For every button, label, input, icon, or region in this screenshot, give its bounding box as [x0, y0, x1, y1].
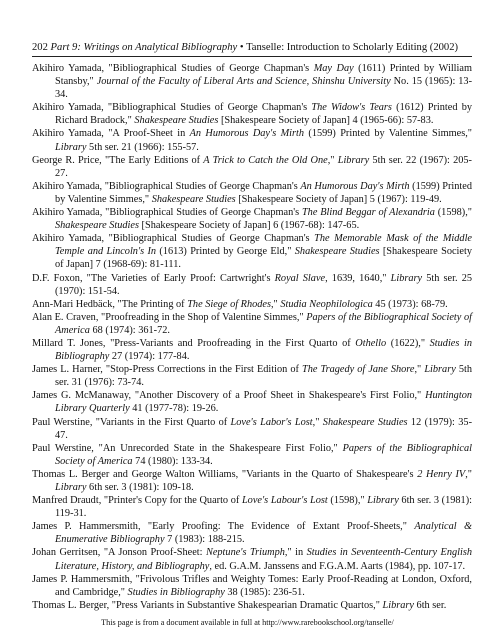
entry-title-italic: Othello	[355, 337, 387, 349]
entry-text: Ann-Mari Hedbäck, "The Printing of	[32, 298, 188, 310]
bibliography-entry	[32, 494, 472, 520]
entry-title-italic: The Tragedy of Jane Shore	[301, 364, 415, 376]
entry-text: 12 (1979): 35-47.	[55, 416, 472, 441]
entry-text: (1598),"	[327, 495, 368, 507]
entry-title-italic: Shakespeare Studies	[294, 246, 380, 258]
entry-title-italic: Studia Neophilologica	[280, 298, 373, 310]
entry-title-italic: Huntington Library Quarterly	[55, 390, 472, 415]
entry-text: Akihiro Yamada, "Bibliographical Studies of George Chapman's	[32, 207, 302, 219]
bibliography-entry	[32, 127, 472, 153]
entry-text: ,"	[312, 416, 323, 428]
bibliography-entry	[32, 337, 472, 363]
entry-title-italic: Love's Labour's Lost	[241, 495, 328, 507]
bibliography-entry	[32, 101, 472, 127]
entry-text: 74 (1980): 133-34.	[132, 455, 213, 467]
entry-text: (1622),"	[386, 337, 430, 349]
entry-text: ,"	[270, 298, 281, 310]
part-title: Part 9: Writings on Analytical Bibliography	[50, 42, 238, 53]
entry-title-italic: An Humorous Day's Mirth	[300, 180, 410, 192]
entry-title-italic: Analytical & Enumerative Bibliography	[55, 521, 472, 546]
entry-title-italic: Shakespeare Studies	[55, 220, 139, 232]
entry-title-italic: Library	[337, 154, 370, 166]
entry-title-italic: Library	[55, 141, 87, 153]
entry-text: ,"	[465, 468, 472, 480]
entry-text: James L. Harner, "Stop-Press Corrections in the First Edition of	[32, 364, 302, 376]
entry-title-italic: Shakespeare Studies	[134, 115, 219, 127]
entry-title-italic: The Widow's Tears	[311, 102, 392, 114]
entry-text: 41 (1977-78): 19-26.	[129, 403, 219, 415]
bibliography-entry	[32, 416, 472, 442]
entry-title-italic: The Siege of Rhodes	[187, 298, 271, 310]
entry-title-italic: An Humorous Day's Mirth	[189, 128, 305, 140]
entry-text: (1613) Printed by George Eld,"	[156, 246, 295, 258]
entry-text: 5th ser. 25 (1970): 151-54.	[55, 272, 472, 297]
entry-text: James G. McManaway, "Another Discovery of a Proof Sheet in Shakespeare's First Folio,"	[32, 390, 426, 402]
entry-text: [Shakespeare Society of Japan] 4 (1965-66): 57-83.	[218, 115, 434, 127]
entry-title-italic: Journal of the Faculty of Liberal Arts and Science, Shinshu University	[96, 76, 391, 88]
entry-text: Akihiro Yamada, "Bibliographical Studies of George Chapman's	[32, 233, 315, 245]
bibliography-entry	[32, 546, 472, 572]
entry-text: 6th ser.	[413, 599, 447, 611]
entry-text: ,"	[414, 364, 425, 376]
entry-text: (1599) Printed by Valentine Simmes,"	[55, 180, 472, 205]
entry-text: (1598),"	[434, 207, 472, 219]
entry-text: ," in	[284, 547, 307, 559]
entry-title-italic: Library	[424, 364, 456, 376]
entry-text: Paul Werstine, "Variants in the First Quarto of	[32, 416, 231, 428]
bibliography-entry	[32, 206, 472, 232]
entry-title-italic: A Trick to Catch the Old One	[203, 154, 328, 166]
entry-text: Akihiro Yamada, "Bibliographical Studies of George Chapman's	[32, 102, 312, 114]
entry-title-italic: Neptune's Triumph	[205, 547, 285, 559]
bibliography-entry	[32, 520, 472, 546]
bibliography-entry	[32, 154, 472, 180]
running-header	[32, 41, 472, 54]
entry-title-italic: Library	[55, 482, 87, 493]
bibliography-entry	[32, 573, 472, 599]
entry-text: D.F. Foxon, "The Varieties of Early Proof: Cartwright's	[32, 272, 275, 284]
entry-title-italic: Library	[390, 272, 423, 284]
bibliography-entry	[32, 62, 472, 101]
entry-title-italic: Studies in Bibliography	[127, 586, 225, 598]
bibliography-entry	[32, 180, 472, 206]
entry-text: No. 15 (1965): 13-34.	[55, 76, 472, 101]
bibliography-entry	[32, 468, 472, 494]
entry-title-italic: Studies in Bibliography	[55, 337, 472, 363]
entry-text: 27 (1974): 177-84.	[109, 351, 190, 363]
entry-text: , ed. G.A.M. Janssens and F.G.A.M. Aarts (1984), pp. 107-17.	[209, 560, 466, 572]
entry-text: James P. Hammersmith, "Early Proofing: The Evidence of Extant Proof-Sheets,"	[32, 521, 415, 533]
bibliography-entry	[32, 442, 472, 468]
entry-text: Akihiro Yamada, "A Proof-Sheet in	[32, 128, 190, 140]
entry-text: James P. Hammersmith, "Frivolous Trifles and Weighty Tomes: Early Proof-Reading at London, Oxford, and Cambridge,"	[32, 573, 472, 598]
entry-text: 5th ser. 31 (1976): 73-74.	[55, 364, 473, 389]
entry-title-italic: Studies in Seventeenth-Century English Literature, History, and Bibliography	[55, 547, 472, 572]
header-separator: •	[239, 42, 244, 53]
header-rule	[32, 56, 472, 57]
entry-text: Johan Gerritsen, "A Jonson Proof-Sheet:	[32, 547, 206, 559]
entry-title-italic: 2 Henry IV	[417, 468, 466, 480]
entry-text: Manfred Draudt, "Printer's Copy for the Quarto of	[32, 495, 242, 507]
bibliography-entry	[32, 389, 472, 415]
book-title: Tanselle: Introduction to Scholarly Editing (2002)	[246, 42, 459, 53]
entry-title-italic: Library	[367, 495, 399, 507]
entry-text: , 1639, 1640,"	[325, 272, 391, 284]
entry-title-italic: The Blind Beggar of Alexandria	[301, 207, 435, 219]
entry-text: 5th ser. 22 (1967): 205-27.	[55, 154, 472, 179]
bibliography-entry	[32, 272, 472, 298]
entry-text: George R. Price, "The Early Editions of	[32, 154, 204, 166]
bibliography-entry	[32, 232, 472, 271]
entry-title-italic: Papers of the Bibliographical Society of America	[55, 311, 472, 336]
entry-text: [Shakespeare Society of Japan] 6 (1967-68): 147-65.	[138, 220, 360, 232]
entry-text: [Shakespeare Society of Japan] 7 (1968-69): 81-111.	[55, 246, 472, 271]
entry-text: (1611) Printed by William Stansby,"	[55, 63, 472, 88]
entry-text: Thomas L. Berger, "Press Variants in Substantive Shakespearian Dramatic Quartos,"	[32, 599, 383, 611]
entry-title-italic: Shakespeare Studies	[151, 193, 236, 205]
entry-text: [Shakespeare Society of Japan] 5 (1967): 119-49.	[235, 193, 442, 205]
bibliography-entry	[32, 599, 472, 612]
bibliography-entry	[32, 298, 472, 311]
entry-title-italic: Royal Slave	[274, 272, 326, 284]
entry-text: (1599) Printed by Valentine Simmes,"	[304, 128, 472, 140]
entry-text: Paul Werstine, "An Unrecorded State in the Shakespeare First Folio,"	[32, 442, 343, 454]
entry-text: 5th ser. 21 (1966): 155-57.	[86, 141, 199, 153]
entry-text: 6th ser. 3 (1981): 119-31.	[55, 495, 472, 520]
entry-text: 68 (1974): 361-72.	[89, 324, 170, 336]
entry-title-italic: Library	[382, 599, 414, 611]
entry-text: 45 (1973): 68-79.	[372, 298, 448, 310]
entry-text: Thomas L. Berger and George Walton Williams, "Variants in the Quarto of Shakespeare's	[32, 468, 418, 480]
entry-title-italic: Papers of the Bibliographical Society of America	[55, 442, 472, 467]
entry-text: 38 (1985): 236-51.	[224, 586, 305, 598]
bibliography-entry	[32, 363, 472, 389]
bibliography-list	[32, 62, 472, 612]
page-number: 202	[32, 42, 48, 53]
entry-text: (1612) Printed by Richard Bradock,"	[55, 102, 472, 127]
entry-text: 7 (1983): 188-215.	[164, 534, 245, 546]
entry-text: Akihiro Yamada, "Bibliographical Studies of George Chapman's	[32, 63, 314, 74]
entry-text: 6th ser. 3 (1981): 109-18.	[86, 482, 194, 493]
entry-text: Akihiro Yamada, "Bibliographical Studies of George Chapman's	[32, 180, 301, 192]
entry-text: Alan E. Craven, "Proofreading in the Shop of Valentine Simmes,"	[32, 311, 307, 323]
entry-title-italic: The Memorable Mask of the Middle Temple and Lincoln's In	[55, 233, 472, 258]
entry-text: ,"	[327, 154, 338, 166]
bibliography-entry	[32, 311, 472, 337]
entry-title-italic: Love's Labor's Lost	[230, 416, 313, 428]
entry-text: Millard T. Jones, "Press-Variants and Proofreading in the First Quarto of	[32, 337, 356, 349]
entry-title-italic: May Day	[313, 63, 354, 74]
entry-title-italic: Shakespeare Studies	[322, 416, 408, 428]
footer-note: This page is from a document available in full at http://www.rarebookschool.org/tanselle/	[101, 618, 394, 627]
